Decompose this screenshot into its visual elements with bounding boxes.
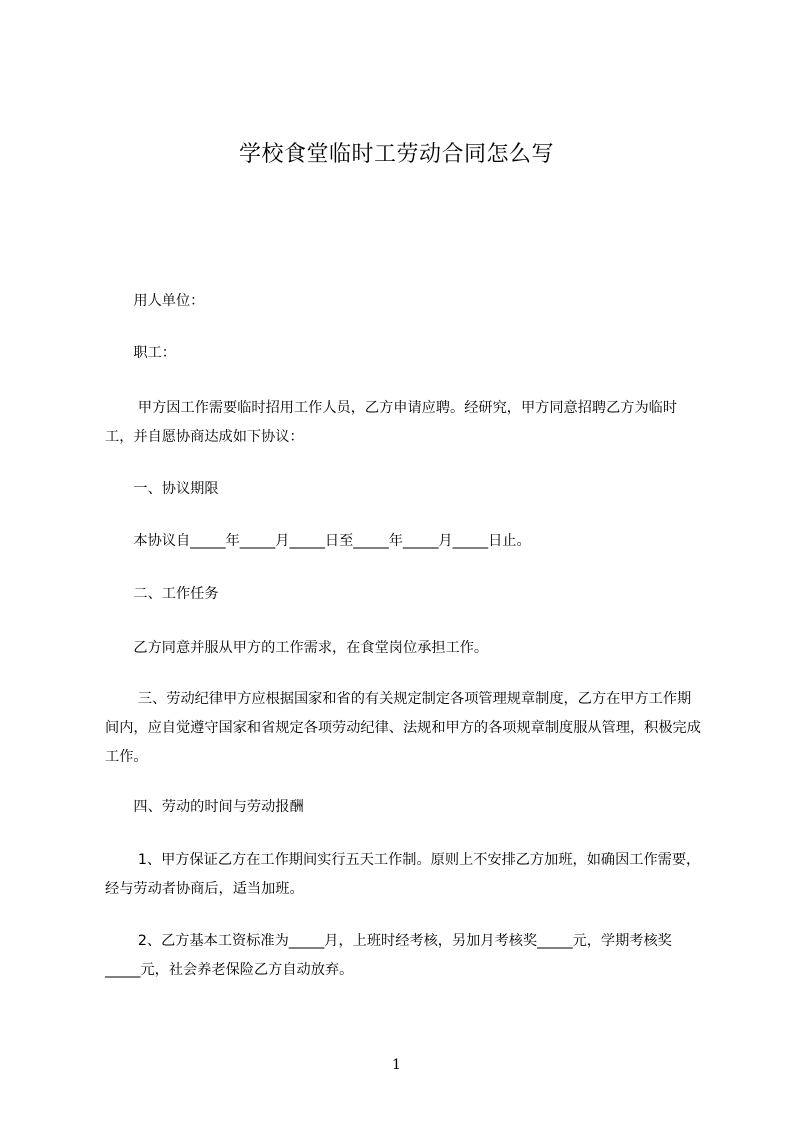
paragraph-working-hours: 1、甲方保证乙方在工作期间实行五天工作制。原则上不安排乙方加班，如确因工作需要，经与劳动者协商后，适当加班。	[105, 852, 701, 897]
section-heading-hours-pay: 四、劳动的时间与劳动报酬	[105, 799, 304, 815]
paragraph-employer: 用人单位：	[105, 293, 205, 309]
page-number: 1	[392, 1057, 401, 1073]
paragraph-discipline: 三、劳动纪律甲方应根据国家和省的有关规定制定各项管理规章制度，乙方在甲方工作期间内，应自觉遵守国家和省规定各项劳动纪律、法规和甲方的各项规章制度服从管理，积极完成工作。	[105, 691, 701, 765]
paragraph-tasks: 乙方同意并服从甲方的工作需求，在食堂岗位承担工作。	[105, 640, 489, 656]
section-heading-tasks: 二、工作任务	[105, 586, 219, 602]
paragraph-employee: 职工：	[105, 345, 176, 361]
paragraph-intro: 甲方因工作需要临时招用工作人员，乙方申请应聘。经研究，甲方同意招聘乙方为临时工，并自愿协商达成如下协议：	[105, 400, 678, 445]
paragraph-salary: 2、乙方基本工资标准为_____月，上班时经考核，另加月考核奖_____元，学期考核奖_____元，社会养老保险乙方自动放弃。	[105, 933, 672, 978]
paragraph-term: 本协议自_____年_____月_____日至_____年_____月_____日止。	[105, 533, 531, 549]
document-title: 学校食堂临时工劳动合同怎么写	[238, 142, 554, 167]
section-heading-term: 一、协议期限	[105, 481, 219, 497]
